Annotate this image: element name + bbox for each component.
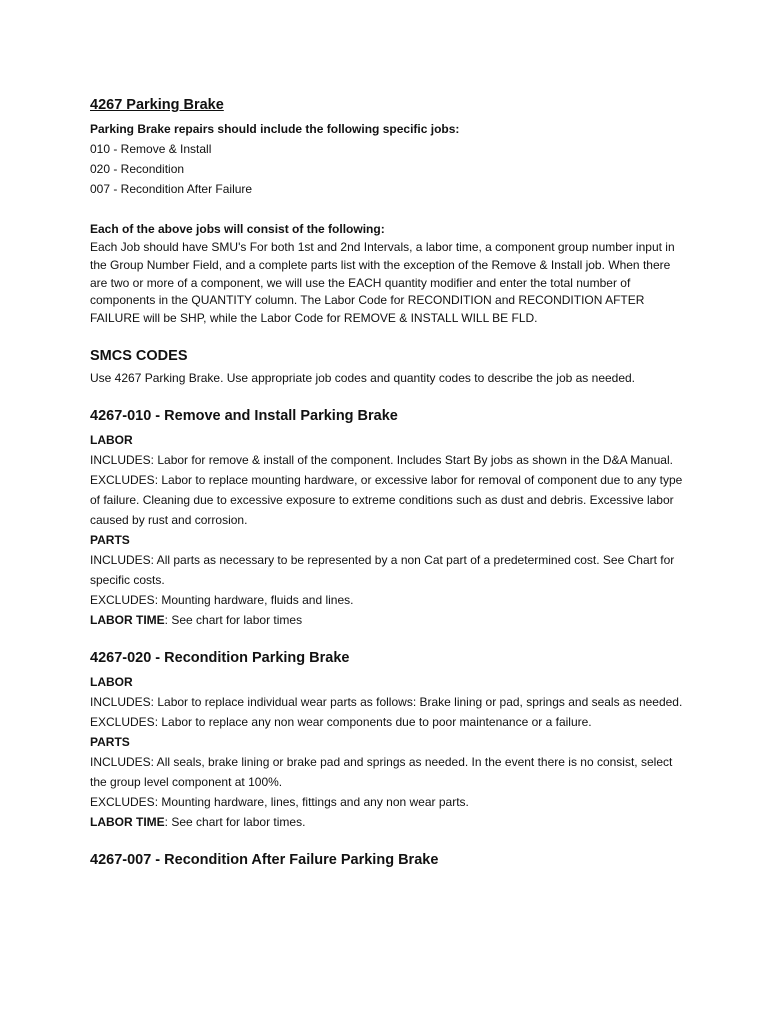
document-title: 4267 Parking Brake <box>90 97 224 113</box>
labor-time-text: : See chart for labor times. <box>164 814 306 829</box>
section-010-labor-time <box>90 610 690 630</box>
spacer <box>90 328 690 346</box>
section-020-parts-includes: INCLUDES: All seals, brake lining or brake pad and springs as needed. In the event there is no consist, select the group level component at 100%. <box>90 754 673 789</box>
job-list-item: 020 - Recondition <box>90 162 185 176</box>
section-010-parts-excludes: EXCLUDES: Mounting hardware, fluids and lines. <box>90 592 354 607</box>
labor-time-label: LABOR TIME <box>90 814 165 829</box>
consist-heading: Each of the above jobs will consist of the following: <box>90 222 385 236</box>
intro-text: Parking Brake repairs should include the following specific jobs: <box>90 122 460 136</box>
job-list-item: 007 - Recondition After Failure <box>90 182 253 196</box>
labor-time-text: : See chart for labor times <box>164 612 303 627</box>
section-010-labor-includes: INCLUDES: Labor for remove & install of the component. Includes Start By jobs as shown in the D&A Manual. <box>90 452 673 467</box>
section-020-labor-includes: INCLUDES: Labor to replace individual wear parts as follows: Brake lining or pad, springs and seals as needed. <box>90 694 683 709</box>
spacer <box>90 630 690 648</box>
document-page <box>90 95 690 874</box>
consist-paragraph: Each Job should have SMU's For both 1st and 2nd Intervals, a labor time, a component group number input in the Group Number Field, and a complete parts list with the exception of the Remove & Install job. When there are two or more of a component, we will use the EACH quantity modifier and enter the total number of components in the QUANTITY column. The Labor Code for RECONDITION and RECONDITION AFTER FAILURE will be SHP, while the Labor Code for REMOVE & INSTALL WILL BE FLD. <box>90 240 675 326</box>
spacer <box>90 388 690 406</box>
section-010-parts-label: PARTS <box>90 532 130 547</box>
section-020-labor-time <box>90 812 690 832</box>
smcs-paragraph: Use 4267 Parking Brake. Use appropriate job codes and quantity codes to describe the job as needed. <box>90 370 636 385</box>
section-020-parts-excludes: EXCLUDES: Mounting hardware, lines, fittings and any non wear parts. <box>90 794 469 809</box>
section-010-parts-includes: INCLUDES: All parts as necessary to be represented by a non Cat part of a predetermined cost. See Chart for specific costs. <box>90 552 675 587</box>
job-list <box>90 139 690 199</box>
job-list-item: 010 - Remove & Install <box>90 142 212 156</box>
smcs-heading: SMCS CODES <box>90 347 188 364</box>
spacer <box>90 832 690 850</box>
section-010-labor-excludes: EXCLUDES: Labor to replace mounting hardware, or excessive labor for removal of component due to any type of failure. Cleaning due to excessive exposure to extreme conditions such as dust and debris. Excessive labor caused by rust and corrosion. <box>90 472 683 527</box>
section-020-labor-label: LABOR <box>90 674 133 689</box>
section-007-heading: 4267-007 - Recondition After Failure Parking Brake <box>90 851 439 868</box>
spacer <box>90 199 690 219</box>
section-010-heading: 4267-010 - Remove and Install Parking Brake <box>90 407 398 424</box>
section-010-labor-label: LABOR <box>90 432 133 447</box>
section-020-parts-label: PARTS <box>90 734 130 749</box>
labor-time-label: LABOR TIME <box>90 612 165 627</box>
section-020-heading: 4267-020 - Recondition Parking Brake <box>90 649 350 666</box>
section-020-labor-excludes: EXCLUDES: Labor to replace any non wear components due to poor maintenance or a failure. <box>90 714 592 729</box>
